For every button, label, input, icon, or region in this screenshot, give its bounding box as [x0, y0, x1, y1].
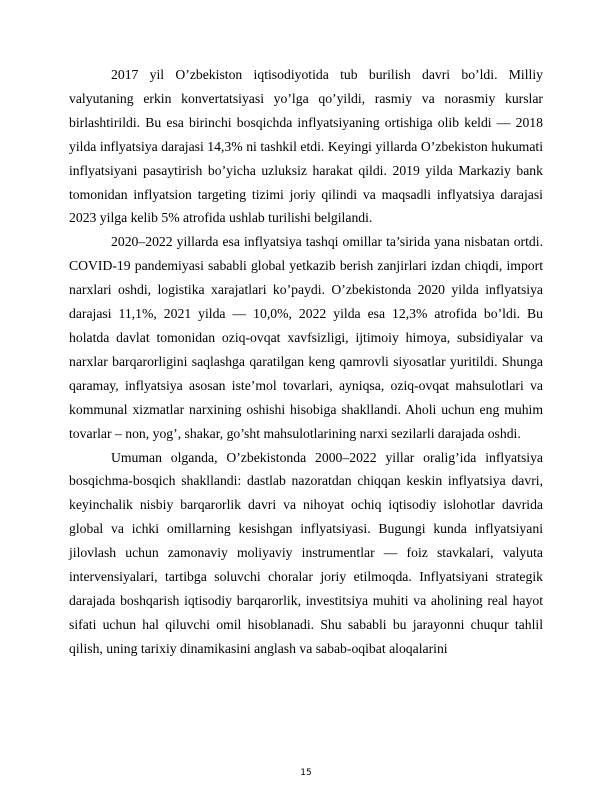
paragraph-3: Umuman olganda, O’zbekistonda 2000–2022 yillar oralig’ida inflyatsiya bosqichma-bosqich shakllandi: dastlab nazoratdan chiqqan keskin inflyatsiya davri, keyinchalik nisbiy barqarorlik davri va nihoyat ochiq iqtisodiy islohotlar davrida global va ichki omillarning kesishgan inflyatsiyasi. Bugungi kunda inflyatsiyani jilovlash uchun zamonaviy moliyaviy instrumentlar — foiz stavkalari, valyuta intervensiyalari, tartibga soluvchi choralar joriy etilmoqda. Inflyatsiyani strategik darajada boshqarish iqtisodiy barqarorlik, investitsiya muhiti va aholining real hayot sifati uchun hal qiluvchi omil hisoblanadi. Shu sababli bu jarayonni chuqur tahlil qilish, uning tarixiy dinamikasini anglash va sabab-oqibat aloqalarini — [69, 449, 543, 656]
paragraph-1: 2017 yil O’zbekiston iqtisodiyotida tub burilish davri bo’ldi. Milliy valyutaning erkin konvertatsiyasi yo’lga qo’yildi, rasmiy va norasmiy kurslar birlashtirildi. Bu esa birinchi bosqichda inflyatsiyaning ortishiga olib keldi — 2018 yilda inflyatsiya darajasi 14,3% ni tashkil etdi. Keyingi yillarda O’zbekiston hukumati inflyatsiyani pasaytirish bo’yicha uzluksiz harakat qildi. 2019 yilda Markaziy bank tomonidan inflyatsion targeting tizimi joriy qilindi va maqsadli inflyatsiya darajasi 2023 yilga kelib 5% atrofida ushlab turilishi belgilandi. — [69, 67, 543, 226]
page-number: 15 — [300, 768, 312, 778]
paragraph-2: 2020–2022 yillarda esa inflyatsiya tashqi omillar ta’sirida yana nisbatan ortdi. COVID-19 pandemiyasi sababli global yetkazib berish zanjirlari izdan chiqdi, import narxlari oshdi, logistika xarajatlari ko’paydi. O’zbekistonda 2020 yilda inflyatsiya darajasi 11,1%, 2021 yilda — 10,0%, 2022 yilda esa 12,3% atrofida bo’ldi. Bu holatda davlat tomonidan oziq-ovqat xavfsizligi, ijtimoiy himoya, subsidiyalar va narxlar barqarorligini saqlashga qaratilgan keng qamrovli siyosatlar yuritildi. Shunga qaramay, inflyatsiya asosan iste’mol tovarlari, ayniqsa, oziq-ovqat mahsulotlari va kommunal xizmatlar narxining oshishi hisobiga shakllandi. Aholi uchun eng muhim tovarlar – non, yog’, shakar, go’sht mahsulotlarining narxi sezilarli darajada oshdi. — [69, 234, 543, 441]
body-text — [69, 63, 543, 661]
